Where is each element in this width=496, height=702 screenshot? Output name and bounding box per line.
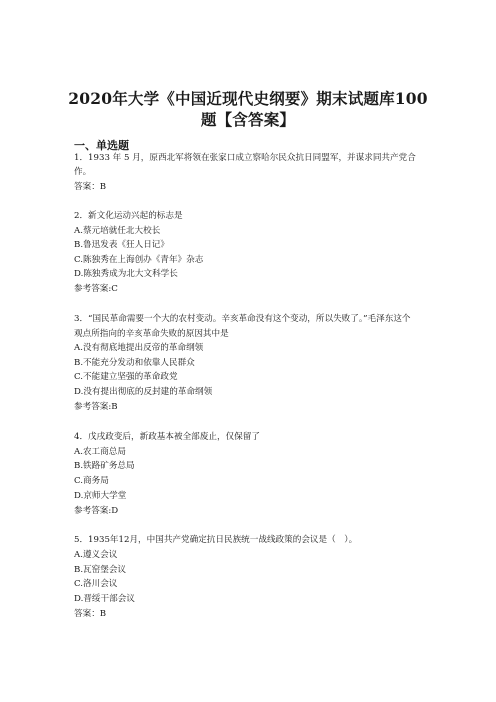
- q3-answer: 参考答案:B: [74, 402, 118, 412]
- q5-option-d: D.晋绥干部会议: [74, 594, 135, 604]
- q4-option-c: C.商务局: [74, 476, 109, 486]
- section-heading: 一、单选题: [74, 139, 129, 152]
- q2-option-c: C.陈独秀在上海创办《青年》杂志: [74, 255, 204, 265]
- q5-option-a: A.遵义会议: [74, 550, 118, 560]
- q5-stem: 5．1935年12月，中国共产党确定抗日民族统一战线政策的会议是（ ）。: [74, 535, 358, 545]
- q3-option-b: B.不能充分发动和依靠人民群众: [74, 358, 195, 368]
- q5-option-c: C.洛川会议: [74, 579, 118, 589]
- q3-option-d: D.没有提出彻底的反封建的革命纲领: [74, 387, 213, 397]
- q1-answer: 答案：B: [74, 182, 107, 192]
- q4-option-b: B.铁路矿务总局: [74, 461, 135, 471]
- q5-option-b: B.瓦窑堡会议: [74, 565, 127, 575]
- q4-option-d: D.京师大学堂: [74, 491, 127, 501]
- q1-stem-line-1: 1．1933 年 5 月，原西北军将领在张家口成立察哈尔民众抗日同盟军，并谋求同共产党合: [74, 153, 416, 163]
- q1-stem-line-2: 作。: [74, 167, 92, 177]
- q2-stem: 2．新文化运动兴起的标志是: [74, 211, 183, 221]
- q3-option-c: C.不能建立坚强的革命政党: [74, 372, 178, 382]
- q3-option-a: A.没有彻底地提出反帝的革命纲领: [74, 343, 204, 353]
- q5-answer: 答案：B: [74, 609, 107, 619]
- q3-stem-line-1: 3．“国民革命需要一个大的农村变动。辛亥革命没有这个变动，所以失败了。”毛泽东这个: [74, 314, 411, 324]
- document-title-line-1: 2020年大学《中国近现代史纲要》期末试题库100: [68, 89, 428, 108]
- q2-option-d: D.陈独秀成为北大文科学长: [74, 269, 178, 279]
- q2-answer: 参考答案:C: [74, 284, 118, 294]
- document-title-line-2: 题【含答案】: [200, 110, 296, 129]
- q4-stem: 4．戊戌政变后，新政基本被全部废止，仅保留了: [74, 432, 260, 442]
- q4-option-a: A.农工商总局: [74, 447, 126, 457]
- q2-option-b: B.鲁迅发表《狂人日记》: [74, 240, 169, 250]
- q3-stem-line-2: 观点所指向的辛亥革命失败的原因其中是: [74, 329, 229, 339]
- q4-answer: 参考答案:D: [74, 506, 119, 516]
- q2-option-a: A.蔡元培就任北大校长: [74, 226, 161, 236]
